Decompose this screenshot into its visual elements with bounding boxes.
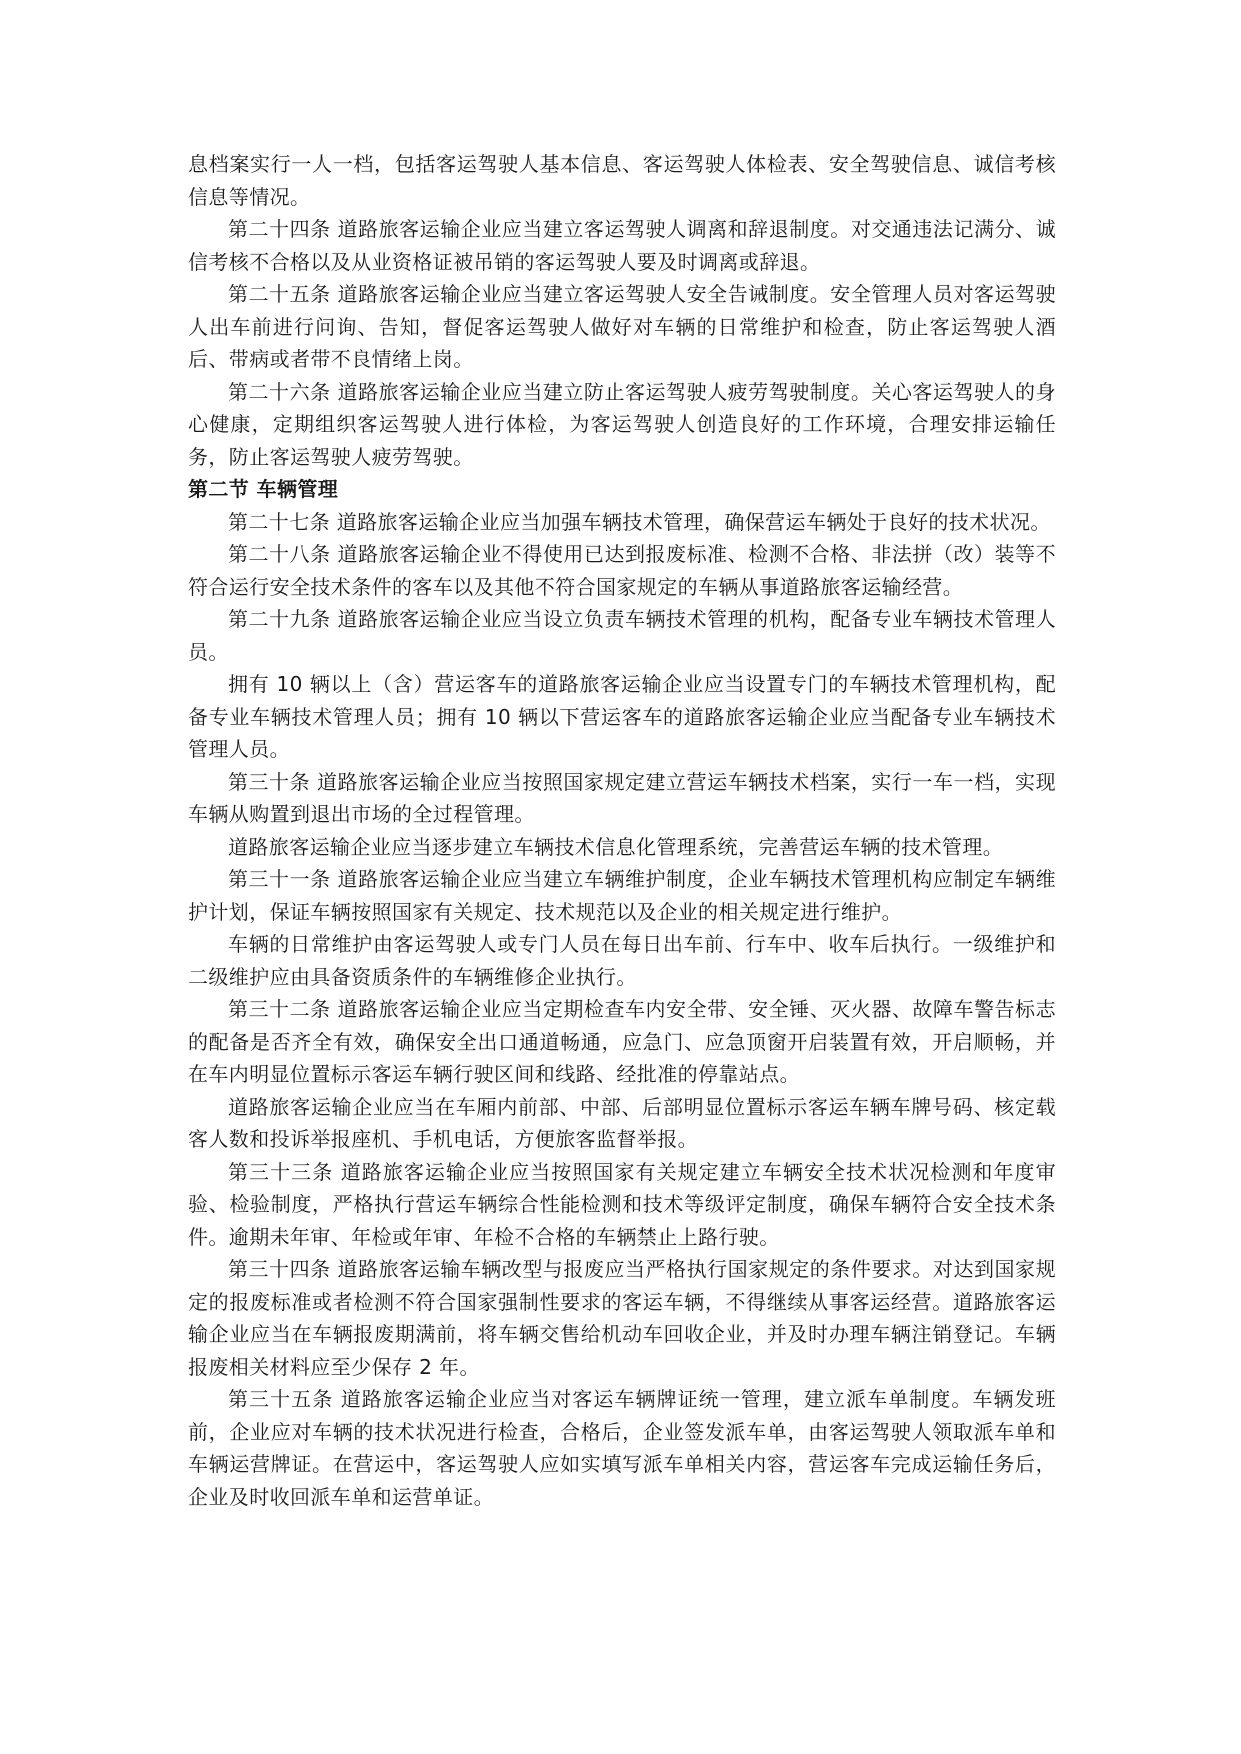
article-26: 第二十六条 道路旅客运输企业应当建立防止客运驾驶人疲劳驾驶制度。关心客运驾驶人的身心健康，定期组织客运驾驶人进行体检，为客运驾驶人创造良好的工作环境，合理安排运输任务，防止客运驾驶人疲劳驾驶。 — [188, 379, 1056, 469]
article-30-clause: 道路旅客运输企业应当逐步建立车辆技术信息化管理系统，完善营运车辆的技术管理。 — [228, 834, 1004, 859]
article-30: 第三十条 道路旅客运输企业应当按照国家规定建立营运车辆技术档案，实行一车一档，实现车辆从购置到退出市场的全过程管理。 — [188, 769, 1056, 826]
document-page — [188, 148, 1056, 1513]
article-24: 第二十四条 道路旅客运输企业应当建立客运驾驶人调离和辞退制度。对交通违法记满分、诚信考核不合格以及从业资格证被吊销的客运驾驶人要及时调离或辞退。 — [188, 217, 1056, 274]
article-28: 第二十八条 道路旅客运输企业不得使用已达到报废标准、检测不合格、非法拼（改）装等不符合运行安全技术条件的客车以及其他不符合国家规定的车辆从事道路旅客运输经营。 — [188, 542, 1056, 599]
article-32-clause: 道路旅客运输企业应当在车厢内前部、中部、后部明显位置标示客运车辆车牌号码、核定载客人数和投诉举报座机、手机电话，方便旅客监督举报。 — [188, 1094, 1056, 1151]
article-27: 第二十七条 道路旅客运输企业应当加强车辆技术管理，确保营运车辆处于良好的技术状况。 — [228, 509, 1051, 534]
article-35: 第三十五条 道路旅客运输企业应当对客运车辆牌证统一管理，建立派车单制度。车辆发班前，企业应对车辆的技术状况进行检查，合格后，企业签发派车单，由客运驾驶人领取派车单和车辆运营牌证。在营运中，客运驾驶人应如实填写派车单相关内容，营运客车完成运输任务后，企业及时收回派车单和运营单证。 — [188, 1387, 1056, 1509]
article-34: 第三十四条 道路旅客运输车辆改型与报废应当严格执行国家规定的条件要求。对达到国家规定的报废标准或者检测不符合国家强制性要求的客运车辆，不得继续从事客运经营。道路旅客运输企业应当在车辆报废期满前，将车辆交售给机动车回收企业，并及时办理车辆注销登记。车辆报废相关材料应至少保存 2 年。 — [188, 1257, 1056, 1379]
article-29-clause: 拥有 10 辆以上（含）营运客车的道路旅客运输企业应当设置专门的车辆技术管理机构，配备专业车辆技术管理人员；拥有 10 辆以下营运客车的道路旅客运输企业应当配备专业车辆技术管理人员。 — [188, 672, 1056, 761]
article-25: 第二十五条 道路旅客运输企业应当建立客运驾驶人安全告诫制度。安全管理人员对客运驾驶人出车前进行问询、告知，督促客运驾驶人做好对车辆的日常维护和检查，防止客运驾驶人酒后、带病或者带不良情绪上岗。 — [188, 282, 1056, 371]
article-33: 第三十三条 道路旅客运输企业应当按照国家有关规定建立车辆安全技术状况检测和年度审验、检验制度，严格执行营运车辆综合性能检测和技术等级评定制度，确保车辆符合安全技术条件。逾期未年审、年检或年审、年检不合格的车辆禁止上路行驶。 — [188, 1159, 1056, 1249]
article-31-clause: 车辆的日常维护由客运驾驶人或专门人员在每日出车前、行车中、收车后执行。一级维护和二级维护应由具备资质条件的车辆维修企业执行。 — [188, 932, 1056, 989]
section-heading: 第二节 车辆管理 — [188, 477, 339, 501]
paragraph-continuation: 息档案实行一人一档，包括客运驾驶人基本信息、客运驾驶人体检表、安全驾驶信息、诚信考核信息等情况。 — [188, 152, 1056, 209]
article-31: 第三十一条 道路旅客运输企业应当建立车辆维护制度，企业车辆技术管理机构应制定车辆维护计划，保证车辆按照国家有关规定、技术规范以及企业的相关规定进行维护。 — [188, 867, 1056, 924]
article-32: 第三十二条 道路旅客运输企业应当定期检查车内安全带、安全锤、灭火器、故障车警告标志的配备是否齐全有效，确保安全出口通道畅通，应急门、应急顶窗开启装置有效，开启顺畅，并在车内明显位置标示客运车辆行驶区间和线路、经批准的停靠站点。 — [188, 997, 1056, 1086]
article-29: 第二十九条 道路旅客运输企业应当设立负责车辆技术管理的机构，配备专业车辆技术管理人员。 — [188, 607, 1056, 664]
